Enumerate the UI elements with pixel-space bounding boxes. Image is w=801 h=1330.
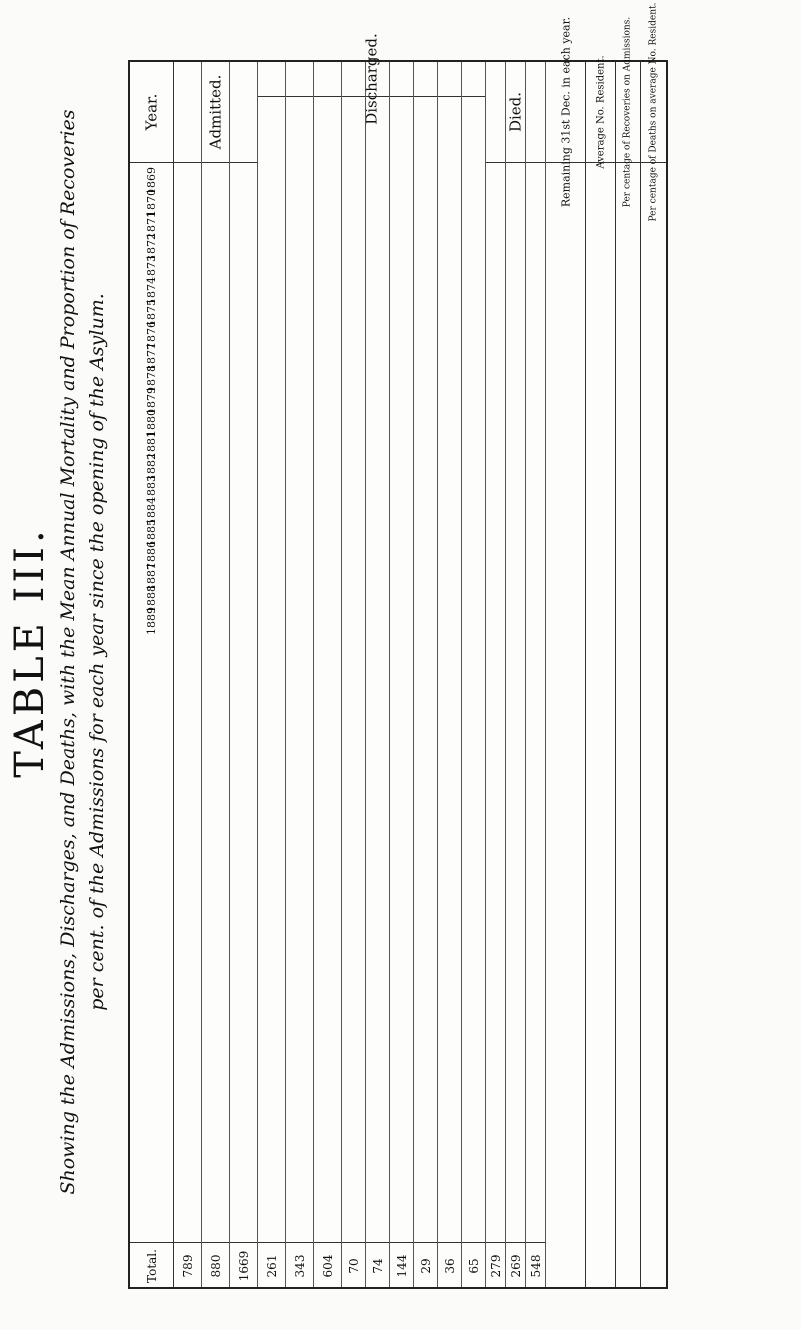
- year-cell: 1885: [144, 519, 158, 547]
- year-cell: 1879: [144, 387, 158, 415]
- died-section: [486, 62, 546, 1287]
- year-cell: 1880: [144, 409, 158, 437]
- admitted-female-total: 880: [208, 1254, 223, 1277]
- year-cell: 1870: [144, 189, 158, 217]
- table-subtitle-line2: per cent. of the Admissions for each year since the opening of the Asylum.: [86, 293, 108, 1011]
- recovered-section: [258, 62, 342, 1287]
- admitted-section: [174, 62, 258, 1287]
- year-cell: 1869: [144, 167, 158, 195]
- pc-recoveries-header: Per centage of Recoveries on Admissions.: [622, 16, 633, 208]
- recovered-male-total: 261: [264, 1254, 279, 1277]
- admitted-header: Admitted.: [206, 74, 224, 150]
- table-subtitle-line1: Showing the Admissions, Discharges, and Deaths, with the Mean Annual Mortality and Proportion of Recoveries: [57, 109, 79, 1195]
- remaining-section: [546, 16, 586, 1287]
- notimp-male-total: 29: [418, 1257, 433, 1274]
- died-male-total: 279: [488, 1254, 503, 1277]
- table-heading: [0, 0, 130, 1330]
- year-values: [130, 167, 173, 635]
- year-cell: 1889: [144, 607, 158, 635]
- remaining-header: Remaining 31st Dec. in each year.: [559, 16, 572, 208]
- relieved-male-total: 70: [346, 1257, 361, 1274]
- recovered-female-total: 343: [292, 1254, 307, 1277]
- year-cell: 1873: [144, 255, 158, 283]
- average-section: [586, 55, 616, 1287]
- year-cell: 1888: [144, 585, 158, 613]
- year-cell: 1881: [144, 431, 158, 459]
- year-column: [130, 62, 174, 1287]
- year-cell: 1874: [144, 277, 158, 305]
- notimp-female-total: 36: [442, 1257, 457, 1274]
- year-cell: 1872: [144, 233, 158, 261]
- average-header: Average No. Resident.: [595, 55, 606, 169]
- died-female-total: 269: [508, 1254, 523, 1277]
- total-label: Total.: [144, 1248, 159, 1283]
- pc-deaths-section: [641, 2, 666, 1287]
- pc-recoveries-section: [616, 16, 641, 1287]
- year-cell: 1878: [144, 365, 158, 393]
- year-cell: 1876: [144, 321, 158, 349]
- relieved-total-total: 144: [394, 1254, 409, 1277]
- year-cell: 1883: [144, 475, 158, 503]
- year-cell: 1882: [144, 453, 158, 481]
- year-cell: 1887: [144, 563, 158, 591]
- data-table: [128, 2, 668, 1289]
- year-cell: 1875: [144, 299, 158, 327]
- notimp-total-total: 65: [466, 1257, 481, 1274]
- not-improved-section: [414, 62, 486, 1287]
- pc-deaths-header: Per centage of Deaths on average No. Resident.: [648, 2, 658, 222]
- died-total-total: 548: [528, 1254, 543, 1277]
- relieved-female-total: 74: [370, 1257, 385, 1274]
- year-cell: 1877: [144, 343, 158, 371]
- admitted-total-total: 1669: [236, 1250, 251, 1281]
- table-title: TABLE III.: [7, 526, 53, 778]
- recovered-total-total: 604: [320, 1254, 335, 1277]
- year-cell: 1871: [144, 211, 158, 239]
- discharged-section: [258, 33, 486, 1287]
- year-cell: 1886: [144, 541, 158, 569]
- year-header: Year.: [142, 93, 160, 131]
- year-cell: 1884: [144, 497, 158, 525]
- relieved-section: [342, 62, 414, 1287]
- died-header: Died.: [506, 91, 524, 133]
- admitted-male-total: 789: [180, 1254, 195, 1277]
- discharged-header: Discharged.: [362, 33, 380, 125]
